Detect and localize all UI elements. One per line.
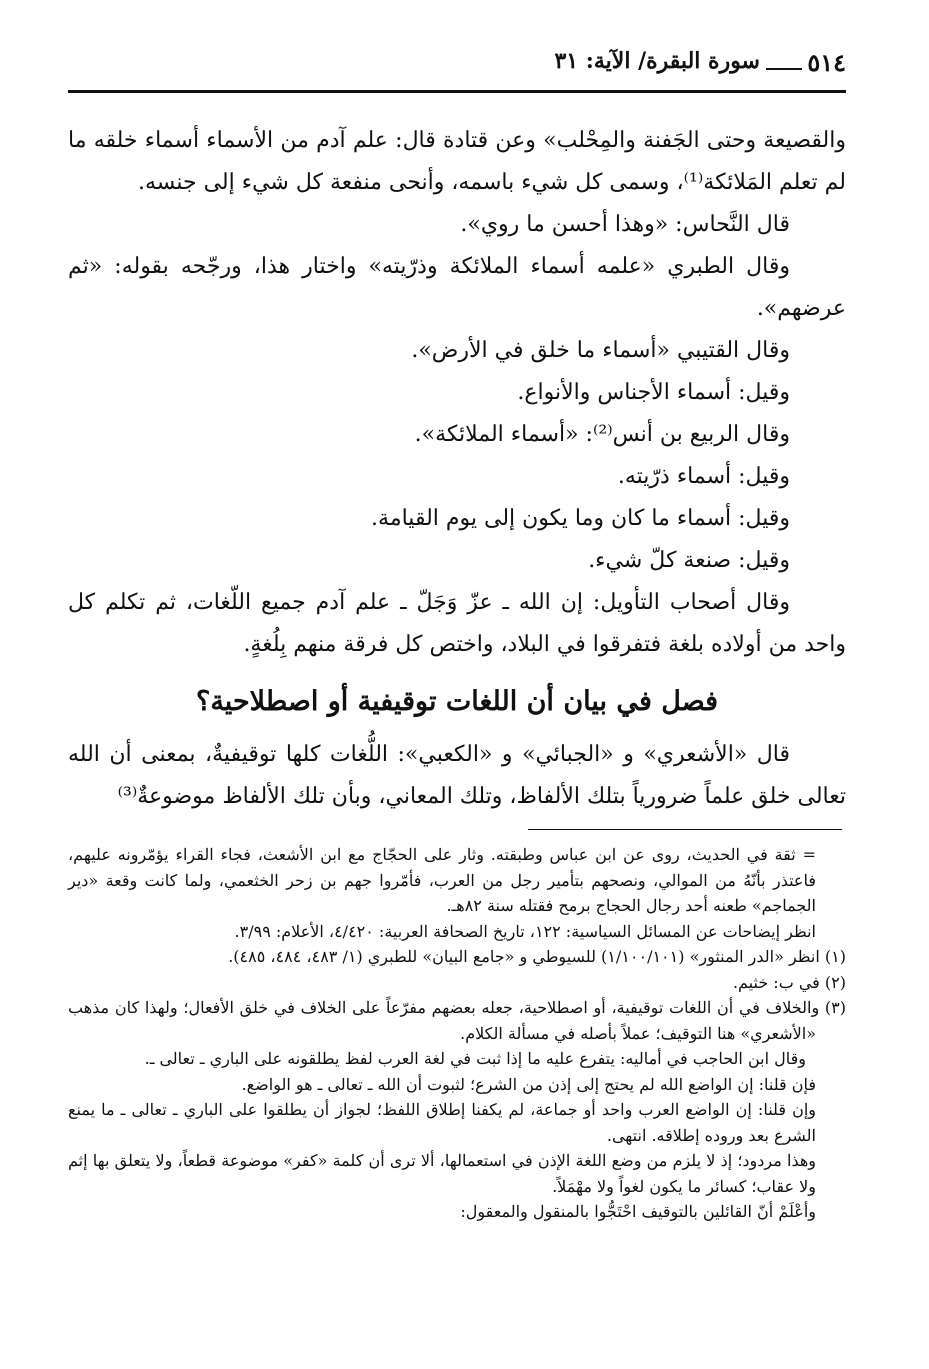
paragraph: قال «الأشعري» و «الجبائي» و «الكعبي»: اللُّغات كلها توقيفيةٌ، بمعنى أن الله تعالى خلق علماً ضرورياً بتلك الألفاظ، وتلك المعاني، وبأن تلك الألفاظ موضوعةٌ⁽³⁾ — [68, 742, 846, 809]
paragraph: وقال أصحاب التأويل: إن الله ـ عزّ وَجَلّ ـ علم آدم جميع اللّغات، ثم تكلم كل واحد من أولاده بلغة فتفرقوا في البلاد، واختص كل فرقة منهم بِلُغةٍ. — [68, 590, 846, 657]
footnote-3-paragraph: وقال ابن الحاجب في أماليه: يتفرع عليه ما إذا ثبت في لغة العرب لفظ يطلقونه على الباري ـ تعالى ـ. — [144, 1049, 806, 1068]
footnote-continuation: = ثقة في الحديث، روى عن ابن عباس وطبقته. وثار على الحجّاج مع ابن الأشعث، فجاء القراء يؤمّرونه عليهم، فاعتذر بأنّهُ من الموالي، ونصحهم بتأمير رجل من العرب، فأمّروا جهم بن زحر الخثعمي، ولما كانت وقعة «دير الجماجم» طعنه أحد رجال الحجاج برمح فقتله سنة ٨٢هـ. — [68, 845, 816, 915]
paragraph: وقال القتيبي «أسماء ما خلق في الأرض». — [411, 338, 790, 363]
paragraph: وقيل: صنعة كلّ شيء. — [588, 548, 790, 573]
paragraph: وقيل: أسماء ذرّيته. — [617, 464, 790, 489]
paragraph: وقال الربيع بن أنس⁽²⁾: «أسماء الملائكة». — [414, 422, 790, 447]
paragraph: والقصيعة وحتى الجَفنة والمِحْلب» وعن قتادة قال: علم آدم من الأسماء أسماء خلقه ما لم تعلم المَلائكة⁽¹⁾، وسمى كل شيء باسمه، وأنحى منفعة كل شيء إلى جنسه. — [68, 128, 846, 195]
footnote-3-paragraph: وهذا مردود؛ إذ لا يلزم من وضع اللغة الإذن في استعمالها، ألا ترى أن كلمة «كفر» موضوعة قطعاً، ولا يتعلق بها إثم ولا عقاب؛ كسائر ما يكون لغواً ولا مهْمَلاً. — [68, 1151, 816, 1196]
footnotes — [68, 842, 846, 1225]
paragraph: وقيل: أسماء ما كان وما يكون إلى يوم القيامة. — [371, 506, 790, 531]
paragraph: قال النَّحاس: «وهذا أحسن ما روي». — [460, 212, 790, 237]
footnote-3-paragraph: وأعْلَمْ أنّ القائلين بالتوقيف احْتَجُّوا بالمنقول والمعقول: — [460, 1202, 816, 1221]
page-header — [68, 40, 846, 90]
header-rule — [68, 90, 846, 93]
footnote-3-paragraph: فإن قلنا: إن الواضع الله لم يحتج إلى إذن من الشرع؛ لثبوت أن الله ـ تعالى ـ هو الواضع. — [241, 1074, 816, 1094]
paragraph: وقيل: أسماء الأجناس والأنواع. — [517, 380, 790, 405]
footnote-3-paragraph: وإن قلنا: إن الواضع العرب واحد أو جماعة، لم يكفنا إطلاق اللفظ؛ لجواز أن يطلقوا على الباري ـ تعالى ـ ما يمنع الشرع بعد وروده إطلاقه. انتهى. — [68, 1100, 816, 1145]
footnote-3: (٣) والخلاف في أن اللغات توقيفية، أو اصطلاحية، جعله بعضهم مفرّعاً على الخلاف في خلق الأفعال؛ ولهذا كان مذهب «الأشعري» هنا التوقيف؛ عملاً بأصله في مسألة الكلام. — [68, 998, 846, 1043]
paragraph: وقال الطبري «علمه أسماء الملائكة وذرّيته» واختار هذا، ورجّحه بقوله: «ثم عرضهم». — [68, 254, 846, 321]
header-dash — [766, 68, 802, 70]
footnote-continuation: انظر إيضاحات عن المسائل السياسية: ١٢٢، تاريخ الصحافة العربية: ٤/٤٢٠، الأعلام: ٣/٩٩. — [234, 921, 816, 941]
page-number: ٥١٤ — [807, 48, 846, 77]
footnote-2: (٢) في ب: خثيم. — [732, 972, 846, 992]
footnote-separator — [528, 829, 842, 830]
section-heading: فصل في بيان أن اللغات توقيفية أو اصطلاحية؟ — [195, 686, 719, 717]
running-title: سورة البقرة/ الآية: ٣١ — [554, 48, 760, 74]
main-text — [68, 120, 846, 818]
footnote-1: (١) انظر «الدر المنثور» (١/١٠٠/١٠١) للسيوطي و «جامع البيان» للطبري (١/ ٤٨٣، ٤٨٤، ٤٨٥). — [228, 947, 846, 966]
